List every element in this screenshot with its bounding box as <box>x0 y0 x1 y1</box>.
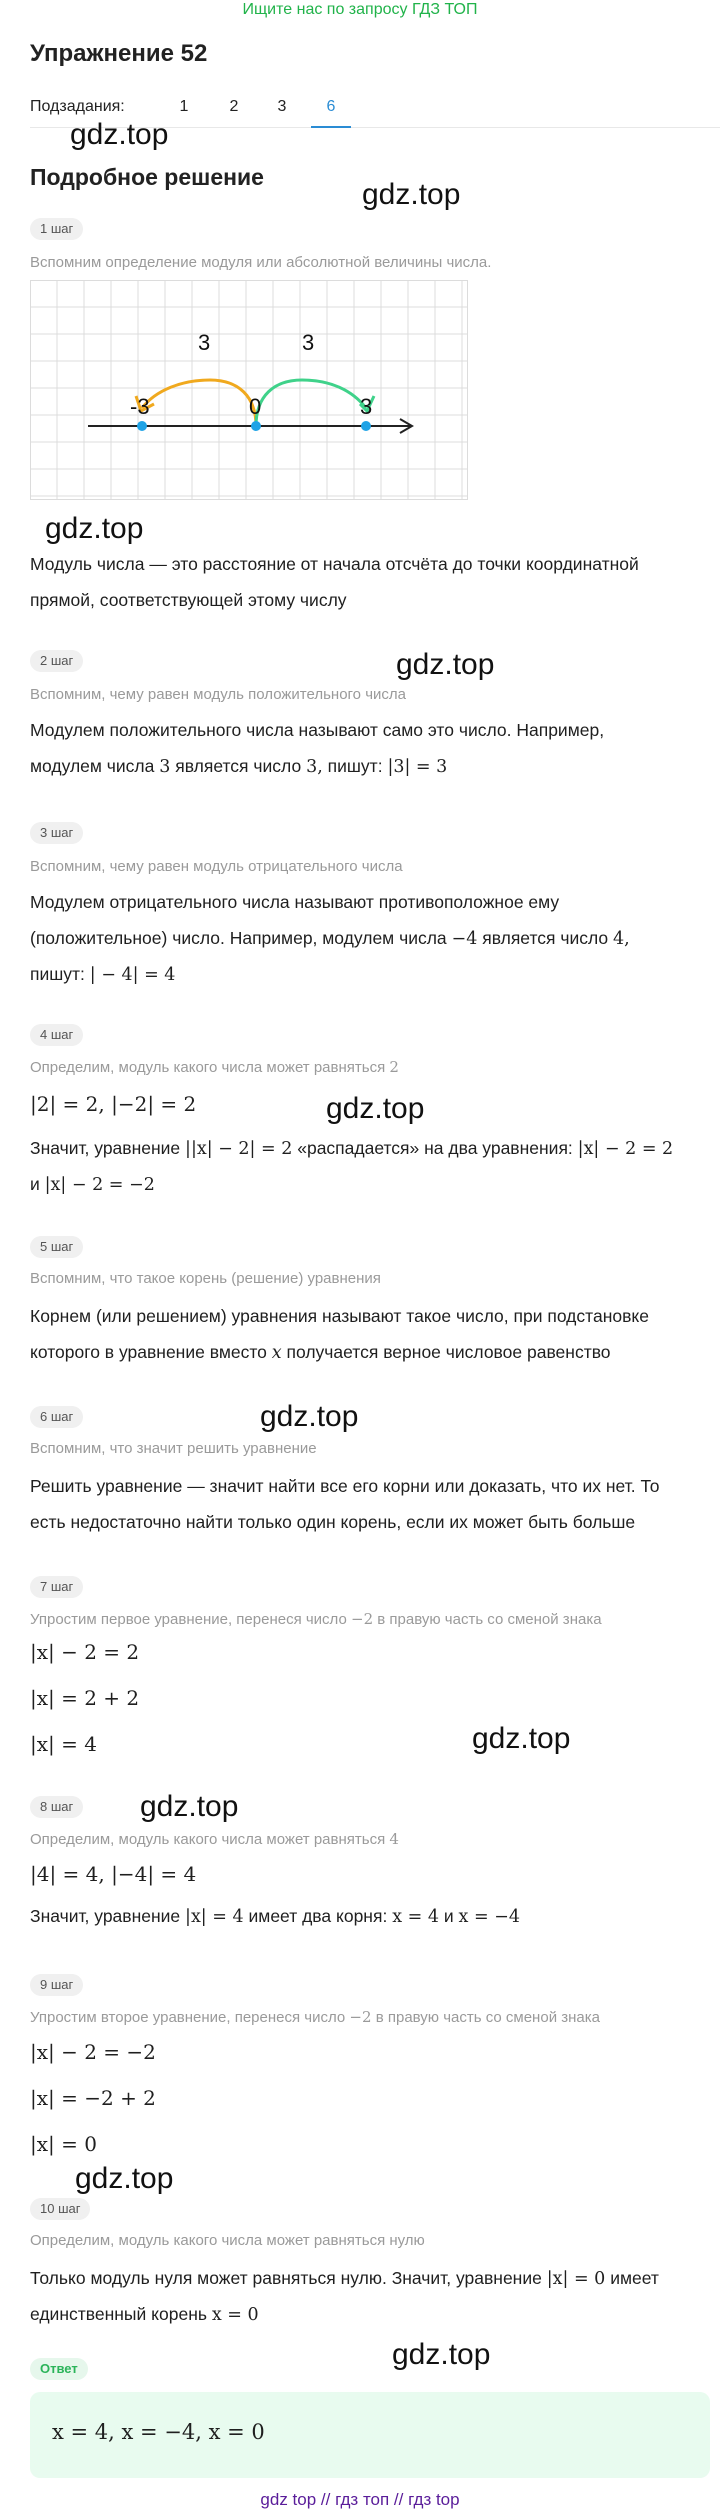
step-math-7c: |x| = 4 <box>30 1732 97 1756</box>
step-hint-6: Вспомним, что значит решить уравнение <box>30 1440 317 1457</box>
top-banner[interactable]: Ищите нас по запросу ГДЗ ТОП <box>242 1 478 18</box>
point-label-3: 3 <box>360 394 373 419</box>
step-text-6b: есть недостаточно найти только один корень, если их может быть больше <box>30 1512 636 1532</box>
tab-subtask-1[interactable]: 1 <box>179 98 189 115</box>
step-text-3b: (положительное) число. Например, модулем числа −4 является число 4, <box>30 928 630 949</box>
point-minus-3 <box>137 421 147 431</box>
step-hint-4: Определим, модуль какого числа может равняться 2 <box>30 1058 399 1076</box>
step-badge-5: 5 шаг <box>30 1236 83 1258</box>
step-math-9c: |x| = 0 <box>30 2132 97 2156</box>
step-text-10a: Только модуль нуля может равняться нулю. Значит, уравнение |x| = 0 имеет <box>30 2268 659 2289</box>
subtasks-label: Подзадания: <box>30 98 125 115</box>
step-badge-3: 3 шаг <box>30 822 83 844</box>
step-text-5b: которого в уравнение вместо x получается верное числовое равенство <box>30 1342 611 1363</box>
point-0 <box>251 421 261 431</box>
answer-box <box>30 2392 710 2478</box>
step-hint-9: Упростим второе уравнение, перенеся число −2 в правую часть со сменой знака <box>30 2008 600 2026</box>
tab-subtask-6[interactable]: 6 <box>311 98 351 128</box>
step-math-7b: |x| = 2 + 2 <box>30 1686 140 1710</box>
step-hint-8: Определим, модуль какого числа может равняться 4 <box>30 1830 399 1848</box>
step-text-4b: и |x| − 2 = −2 <box>30 1174 155 1195</box>
step-text-5a: Корнем (или решением) уравнения называют такое число, при подстановке <box>30 1306 649 1326</box>
step-text-3c: пишут: | − 4| = 4 <box>30 964 176 985</box>
step-hint-7: Упростим первое уравнение, перенеся число −2 в правую часть со сменой знака <box>30 1610 602 1628</box>
step-text-2a: Модулем положительного числа называют само это число. Например, <box>30 720 605 740</box>
answer-badge: Ответ <box>30 2358 88 2380</box>
step-hint-10: Определим, модуль какого числа может равняться нулю <box>30 2232 425 2249</box>
watermark: gdz.top <box>326 1092 425 1125</box>
step-math-7a: |x| − 2 = 2 <box>30 1640 140 1664</box>
step-math-8: |4| = 4, |−4| = 4 <box>30 1862 197 1886</box>
watermark: gdz.top <box>362 178 461 211</box>
watermark: gdz.top <box>45 512 144 545</box>
point-3 <box>361 421 371 431</box>
step-math-4: |2| = 2, |−2| = 2 <box>30 1092 197 1116</box>
step-text-1b: прямой, соответствующей этому числу <box>30 590 347 610</box>
watermark: gdz.top <box>140 1790 239 1823</box>
number-line-figure <box>30 280 468 500</box>
step-badge-1: 1 шаг <box>30 218 83 240</box>
grid <box>30 280 468 500</box>
footer-links[interactable]: gdz top // гдз топ // гдз top <box>260 2490 460 2509</box>
arc-right-label: 3 <box>302 330 315 355</box>
point-label-0: 0 <box>249 394 262 419</box>
watermark: gdz.top <box>472 1722 571 1755</box>
page-title: Упражнение 52 <box>30 40 208 67</box>
step-text-6a: Решить уравнение — значит найти все его корни или доказать, что их нет. То <box>30 1476 660 1496</box>
step-text-8: Значит, уравнение |x| = 4 имеет два корня: x = 4 и x = −4 <box>30 1906 520 1927</box>
step-text-1a: Модуль числа — это расстояние от начала отсчёта до точки координатной <box>30 554 639 574</box>
answer-value: x = 4, x = −4, x = 0 <box>52 2420 265 2444</box>
step-badge-9: 9 шаг <box>30 1974 83 1996</box>
arc-left <box>142 380 256 426</box>
tab-subtask-2[interactable]: 2 <box>229 98 239 115</box>
step-text-2b: модулем числа 3 является число 3, пишут: |3| = 3 <box>30 756 448 777</box>
step-badge-8: 8 шаг <box>30 1796 83 1818</box>
step-hint-1: Вспомним определение модуля или абсолютной величины числа. <box>30 254 492 271</box>
step-math-9a: |x| − 2 = −2 <box>30 2040 156 2064</box>
point-label-minus-3: -3 <box>130 394 150 419</box>
step-badge-6: 6 шаг <box>30 1406 83 1428</box>
step-hint-2: Вспомним, чему равен модуль положительного числа <box>30 686 406 703</box>
step-badge-7: 7 шаг <box>30 1576 83 1598</box>
step-badge-4: 4 шаг <box>30 1024 83 1046</box>
section-title: Подробное решение <box>30 164 264 190</box>
watermark: gdz.top <box>260 1400 359 1433</box>
step-text-10b: единственный корень x = 0 <box>30 2304 259 2325</box>
watermark: gdz.top <box>396 648 495 681</box>
step-badge-10: 10 шаг <box>30 2198 90 2220</box>
step-hint-3: Вспомним, чему равен модуль отрицательного числа <box>30 858 403 875</box>
watermark: gdz.top <box>70 118 169 151</box>
tab-subtask-3[interactable]: 3 <box>277 98 287 115</box>
step-hint-5: Вспомним, что такое корень (решение) уравнения <box>30 1270 381 1287</box>
step-text-3a: Модулем отрицательного числа называют противоположное ему <box>30 892 560 912</box>
watermark: gdz.top <box>392 2338 491 2371</box>
watermark: gdz.top <box>75 2162 174 2195</box>
step-math-9b: |x| = −2 + 2 <box>30 2086 156 2110</box>
arc-left-label: 3 <box>198 330 211 355</box>
step-text-4a: Значит, уравнение ||x| − 2| = 2 «распадается» на два уравнения: |x| − 2 = 2 <box>30 1138 674 1159</box>
step-badge-2: 2 шаг <box>30 650 83 672</box>
